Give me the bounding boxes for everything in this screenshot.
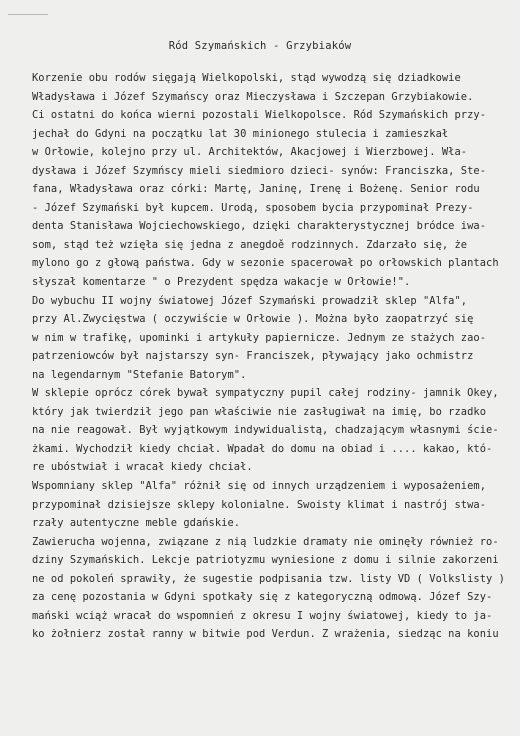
- text-line: ne od pokoleń sprawiły, że sugestie podpisania tzw. listy VD ( Volkslisty ): [32, 572, 505, 585]
- text-line: Korzenie obu rodów sięgają Wielkopolski, stąd wywodzą się dziadkowie: [32, 72, 461, 84]
- text-line: som, stąd też wzięła się jedna z anegdoě rodzinnych. Zdarzało się, że: [32, 238, 468, 251]
- text-line: przy Al.Zwycięstwa ( oczywiście w Orłowie ). Można było zaopatrzyć się: [32, 313, 474, 326]
- text-line: żkami. Wychodził kiedy chciał. Wpadał do domu na obiad i .... kakao, któ-: [32, 442, 493, 455]
- text-line: - Józef Szymański był kupcem. Urodą, sposobem bycia przypominał Prezy-: [32, 201, 474, 214]
- text-line: rzały autentyczne meble gdańskie.: [32, 517, 241, 530]
- text-line: ko żołnierz został ranny w bitwie pod Verdun. Z wrażenia, siedząc na koniu: [32, 628, 499, 641]
- document-body: [32, 69, 518, 644]
- text-line: Władysława i Józef Szymańscy oraz Mieczysława i Szczepan Grzybiakowie.: [32, 90, 474, 103]
- scan-mark: [8, 14, 48, 15]
- text-line: na legendarnym "Stefanie Batorym".: [32, 368, 247, 381]
- text-line: patrzeniowców był najstarszy syn- Franciszek, pływający jako ochmistrz: [32, 350, 474, 363]
- text-line: w Orłowie, kolejno przy ul. Architektów, Akacjowej i Wierzbowej. Wła-: [32, 146, 468, 159]
- text-line: Ci ostatni do końca wierni pozostali Wielkopolsce. Ród Szymańskich przy-: [32, 109, 487, 122]
- text-line: Do wybuchu II wojny światowej Józef Szymański prowadził sklep "Alfa",: [32, 294, 468, 307]
- text-line: mylono go z głową państwa. Gdy w sezonie spacerował po orłowskich plantach: [32, 257, 499, 270]
- text-line: przypominał dzisiejsze sklepy kolonialne. Swoisty klimat i nastrój stwa-: [32, 498, 487, 511]
- text-line: dziny Szymańskich. Lekcje patriotyzmu wyniesione z domu i silnie zakorzeni: [32, 554, 499, 567]
- text-line: jechał do Gdyni na początku lat 30 minionego stulecia i zamieszkał: [32, 127, 449, 140]
- text-line: słyszał komentarze " o Prezydent spędza wakacje w Orłowie!".: [32, 276, 411, 289]
- text-line: W sklepie oprócz córek bywał sympatyczny pupil całej rodziny- jamnik Okey,: [32, 387, 499, 400]
- text-line: Wspomniany sklep "Alfa" różnił się od innych urządzeniem i wyposażeniem,: [32, 480, 487, 493]
- text-line: który jak twierdził jego pan właściwie nie zasługiwał na imię, bo rzadko: [32, 405, 487, 418]
- text-line: na nie reagował. Był wyjątkowym indywidualistą, chadzającym własnymi ście-: [32, 424, 499, 437]
- text-line: dysława i Józef Szymńscy mieli siedmioro dzieci- synów: Franciszka, Ste-: [32, 164, 487, 177]
- text-line: w nim w trafikę, upominki i artykuły papiernicze. Jednym ze stażych zao-: [32, 331, 487, 344]
- text-line: fana, Władysława oraz córki: Martę, Janinę, Irenę i Bożenę. Senior rodu: [32, 183, 480, 196]
- text-line: za cenę pozostania w Gdyni spotkały się z kategoryczną odmową. Józef Szy-: [32, 591, 493, 604]
- text-line: re ubóstwiał i wracał kiedy chciał.: [32, 461, 253, 474]
- text-line: Zawierucha wojenna, związane z nią ludzkie dramaty nie ominęły również ro-: [32, 535, 499, 548]
- document-title: Ród Szymańskich - Grzybiaków: [168, 40, 352, 52]
- text-line: denta Stanisława Wojciechowskiego, dzięki charakterystycznej bródce iwa-: [32, 220, 487, 233]
- text-line: mański wciąż wracał do wspomnień z okresu I wojny światowej, kiedy to ja-: [32, 609, 493, 622]
